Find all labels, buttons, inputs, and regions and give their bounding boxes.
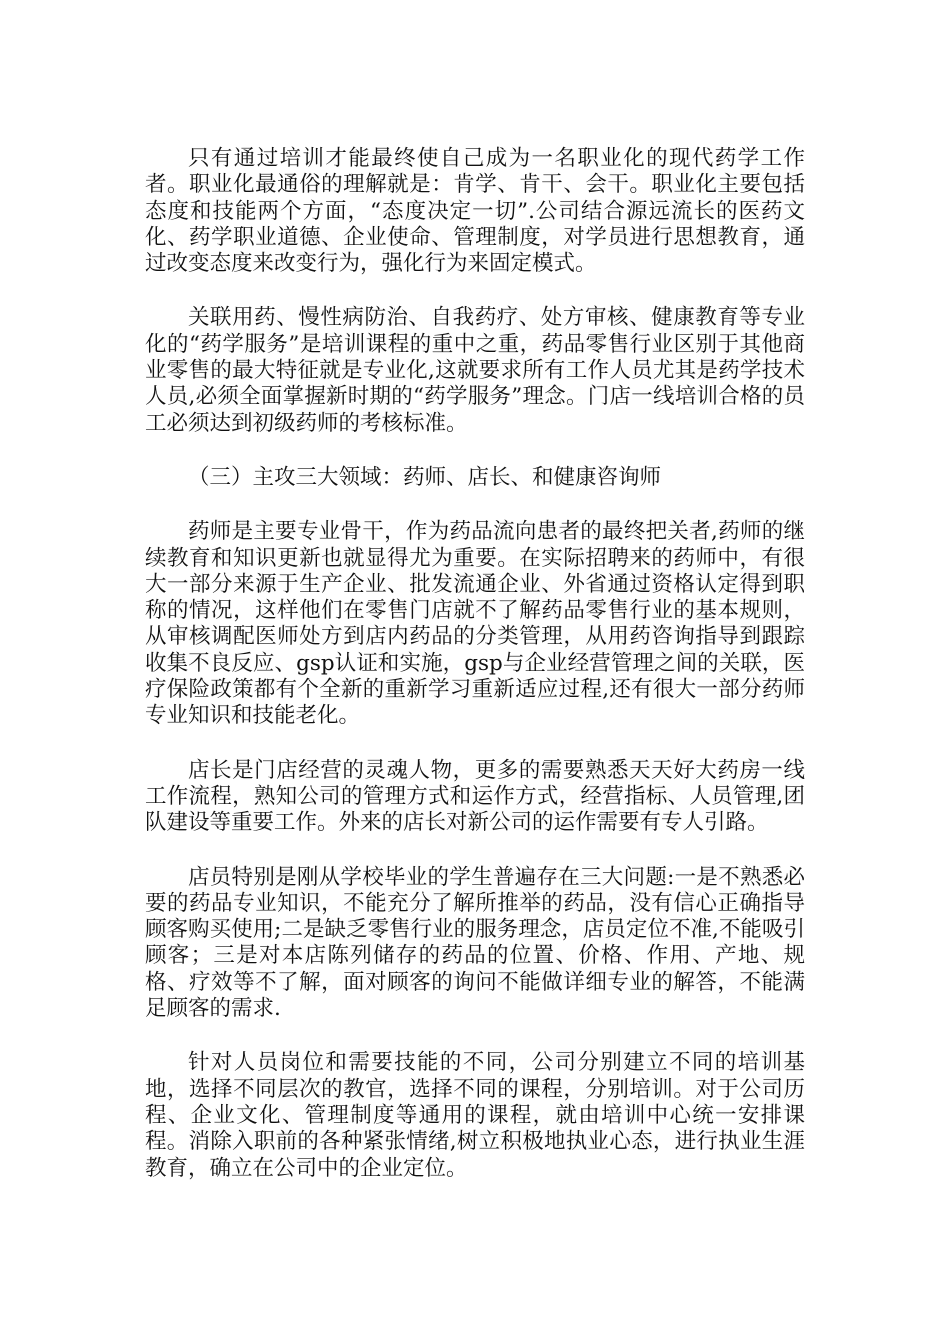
document-page [145, 146, 805, 1210]
section-heading: （三）主攻三大领域：药师、店长、和健康咨询师 [188, 464, 662, 490]
paragraph-store-managers: 店长是门店经营的灵魂人物，更多的需要熟悉天天好大药房一线工作流程，熟知公司的管理方式和运作方式，经营指标、人员管理,团队建设等重要工作。外来的店长对新公司的运作需要有专人引路。 [145, 757, 805, 836]
paragraph-training-bases: 针对人员岗位和需要技能的不同，公司分别建立不同的培训基地，选择不同层次的教官，选择不同的课程，分别培训。对于公司历程、企业文化、管理制度等通用的课程，就由培训中心统一安排课程。消除入职前的各种紧张情绪,树立积极地执业心态，进行执业生涯教育，确立在公司中的企业定位。 [145, 1050, 805, 1181]
paragraph-pharmacy-service: 关联用药、慢性病防治、自我药疗、处方审核、健康教育等专业化的“药学服务”是培训课程的重中之重，药品零售行业区别于其他商业零售的最大特征就是专业化,这就要求所有工作人员尤其是药学技术人员,必须全面掌握新时期的“药学服务”理念。门店一线培训合格的员工必须达到初级药师的考核标准。 [145, 305, 805, 436]
paragraph-store-clerks: 店员特别是刚从学校毕业的学生普遍存在三大问题:一是不熟悉必要的药品专业知识，不能充分了解所推举的药品，没有信心正确指导顾客购买使用;二是缺乏零售行业的服务理念，店员定位不准,不能吸引顾客；三是对本店陈列储存的药品的位置、价格、作用、产地、规格、疗效等不了解，面对顾客的询问不能做详细专业的解答，不能满足顾客的需求. [145, 864, 805, 1022]
paragraph-pharmacists: 药师是主要专业骨干，作为药品流向患者的最终把关者,药师的继续教育和知识更新也就显得尤为重要。在实际招聘来的药师中，有很大一部分来源于生产企业、批发流通企业、外省通过资格认定得到职称的情况，这样他们在零售门店就不了解药品零售行业的基本规则，从审核调配医师处方到店内药品的分类管理，从用药咨询指导到跟踪收集不良反应、gsp认证和实施，gsp与企业经营管理之间的关联，医疗保险政策都有个全新的重新学习重新适应过程,还有很大一部分药师专业知识和技能老化。 [145, 519, 805, 729]
paragraph-training-professionalism: 只有通过培训才能最终使自己成为一名职业化的现代药学工作者。职业化最通俗的理解就是：肯学、肯干、会干。职业化主要包括态度和技能两个方面，“态度决定一切”.公司结合源远流长的医药文化、药学职业道德、企业使命、管理制度，对学员进行思想教育，通过改变态度来改变行为，强化行为来固定模式。 [145, 146, 805, 277]
